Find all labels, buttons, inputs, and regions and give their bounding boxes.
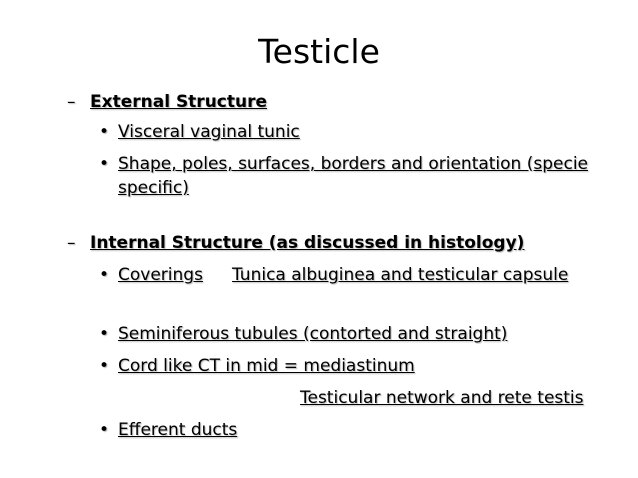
bullet-cord-like-ct: Cord like CT in mid = mediastinum xyxy=(118,356,415,376)
text-testicular-network: Testicular network and rete testis xyxy=(300,388,584,408)
dash-marker: – xyxy=(67,92,76,112)
bullet-seminiferous-tubules: Seminiferous tubules (contorted and straight) xyxy=(118,324,508,344)
bullet-marker: • xyxy=(99,122,110,142)
bullet-shape-poles: Shape, poles, surfaces, borders and orientation (specie xyxy=(118,154,589,174)
section-heading-internal: Internal Structure (as discussed in histology) xyxy=(90,233,525,253)
bullet-coverings-label: Coverings xyxy=(118,265,203,285)
bullet-efferent-ducts: Efferent ducts xyxy=(118,420,238,440)
slide-title: Testicle xyxy=(258,32,380,71)
bullet-visceral-vaginal-tunic: Visceral vaginal tunic xyxy=(118,122,300,142)
bullet-coverings-value: Tunica albuginea and testicular capsule xyxy=(232,265,569,285)
dash-marker: – xyxy=(67,233,76,253)
bullet-marker: • xyxy=(99,420,110,440)
bullet-marker: • xyxy=(99,324,110,344)
section-heading-external: External Structure xyxy=(90,92,268,112)
bullet-marker: • xyxy=(99,265,110,285)
bullet-marker: • xyxy=(99,154,110,174)
bullet-shape-poles-continued: specific) xyxy=(118,178,189,198)
bullet-marker: • xyxy=(99,356,110,376)
